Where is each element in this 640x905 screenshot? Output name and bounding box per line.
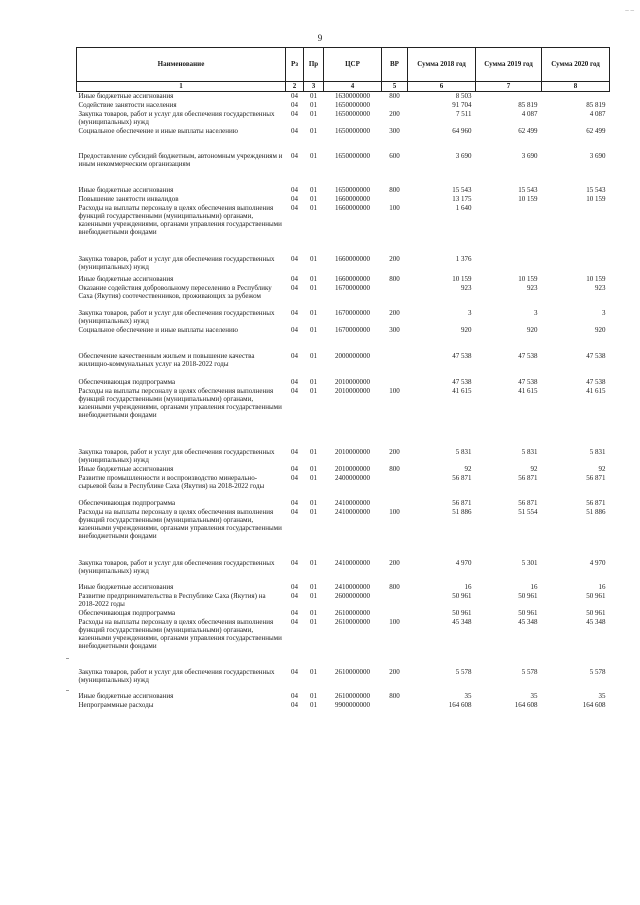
cell-y2019: 16 bbox=[530, 582, 538, 591]
cell-y2019: 51 554 bbox=[518, 507, 538, 516]
cell-pr: 01 bbox=[310, 254, 317, 263]
table-row bbox=[77, 692, 610, 701]
table-row bbox=[77, 583, 610, 592]
cell-y2019 bbox=[476, 92, 542, 101]
cell-csr: 1660000000 bbox=[335, 194, 370, 203]
col-number: 7 bbox=[476, 82, 542, 92]
cell-rz: 04 bbox=[291, 274, 298, 283]
cell-y2020: 47 538 bbox=[586, 351, 606, 360]
cell-y2018: 1 640 bbox=[455, 203, 472, 212]
cell-y2020: 62 499 bbox=[586, 126, 606, 135]
cell-y2020: 164 608 bbox=[582, 700, 606, 709]
cell-y2019: 4 087 bbox=[521, 109, 538, 118]
cell-csr: 2010000000 bbox=[335, 386, 370, 395]
cell-y2019: 47 538 bbox=[518, 351, 538, 360]
cell-csr: 9900000000 bbox=[335, 700, 370, 709]
cell-y2018: 56 871 bbox=[452, 498, 472, 507]
cell-vr: 800 bbox=[389, 582, 400, 591]
cell-name: Социальное обеспечение и иные выплаты населению bbox=[78, 325, 238, 334]
table-row bbox=[77, 474, 610, 499]
cell-csr: 1650000000 bbox=[335, 109, 370, 118]
header-row bbox=[77, 48, 610, 82]
cell-y2019: 56 871 bbox=[518, 498, 538, 507]
cell-y2019: 5 578 bbox=[521, 667, 538, 676]
cell-y2020: 5 831 bbox=[589, 447, 606, 456]
cell-rz: 04 bbox=[291, 386, 298, 395]
col-number: 1 bbox=[77, 82, 286, 92]
cell-csr: 2410000000 bbox=[335, 558, 370, 567]
table-row bbox=[77, 309, 610, 326]
cell-csr: 2010000000 bbox=[335, 377, 370, 386]
cell-vr bbox=[382, 592, 408, 609]
cell-pr: 01 bbox=[310, 582, 317, 591]
cell-pr: 01 bbox=[310, 92, 317, 100]
cell-pr: 01 bbox=[310, 274, 317, 283]
cell-y2019: 10 159 bbox=[518, 274, 538, 283]
cell-csr: 2010000000 bbox=[335, 464, 370, 473]
cell-csr: 2610000000 bbox=[335, 691, 370, 700]
cell-pr: 01 bbox=[310, 185, 317, 194]
cell-y2019: 50 961 bbox=[518, 608, 538, 617]
cell-name: Непрограммные расходы bbox=[78, 700, 154, 709]
cell-y2018: 41 615 bbox=[452, 386, 472, 395]
cell-name: Расходы на выплаты персоналу в целях обеспечения выполнения функций государственными (муниципальными) органами, казенными учреждениями, органами управления государственными внебюджетными фондами bbox=[78, 203, 282, 237]
cell-y2019: 56 871 bbox=[518, 473, 538, 482]
cell-y2018: 91 704 bbox=[452, 100, 472, 109]
cell-csr: 2410000000 bbox=[335, 498, 370, 507]
cell-rz: 04 bbox=[291, 464, 298, 473]
cell-y2018: 13 175 bbox=[452, 194, 472, 203]
cell-y2019: 62 499 bbox=[518, 126, 538, 135]
cell-name: Расходы на выплаты персоналу в целях обеспечения выполнения функций государственными (муниципальными) органами, казенными учреждениями, органами управления государственными внебюджетными фондами bbox=[78, 617, 282, 651]
cell-pr: 01 bbox=[310, 617, 317, 626]
cell-vr bbox=[382, 609, 408, 618]
cell-pr: 01 bbox=[310, 667, 317, 676]
cell-vr: 100 bbox=[389, 617, 400, 626]
cell-rz: 04 bbox=[291, 591, 298, 600]
table-row bbox=[77, 387, 610, 448]
cell-y2019 bbox=[476, 255, 542, 275]
cell-y2020: 5 578 bbox=[589, 667, 606, 676]
margin-tick bbox=[66, 690, 69, 691]
cell-pr: 01 bbox=[310, 283, 317, 292]
cell-y2020: 35 bbox=[598, 691, 606, 700]
cell-y2020: 92 bbox=[598, 464, 606, 473]
cell-name: Обеспечивающая подпрограмма bbox=[78, 498, 176, 507]
cell-y2018: 56 871 bbox=[452, 473, 472, 482]
cell-y2018: 1 376 bbox=[455, 254, 472, 263]
page-number: 9 bbox=[317, 33, 323, 43]
column-number-row bbox=[77, 82, 610, 92]
cell-y2020: 50 961 bbox=[586, 591, 606, 600]
cell-y2020: 50 961 bbox=[586, 608, 606, 617]
cell-csr: 1670000000 bbox=[335, 308, 370, 317]
cell-rz: 04 bbox=[291, 194, 298, 203]
col-header-2020: Сумма 2020 год bbox=[542, 48, 610, 82]
cell-csr: 1660000000 bbox=[335, 254, 370, 263]
cell-csr: 1650000000 bbox=[335, 100, 370, 109]
cell-y2018: 10 159 bbox=[452, 274, 472, 283]
cell-y2019: 85 819 bbox=[518, 100, 538, 109]
cell-y2020: 47 538 bbox=[586, 377, 606, 386]
cell-rz: 04 bbox=[291, 185, 298, 194]
cell-y2018: 3 690 bbox=[455, 151, 472, 160]
cell-y2019: 164 608 bbox=[514, 700, 538, 709]
cell-y2020: 4 087 bbox=[589, 109, 606, 118]
cell-y2018: 5 578 bbox=[455, 667, 472, 676]
table-row bbox=[77, 609, 610, 618]
cell-csr: 2610000000 bbox=[335, 608, 370, 617]
cell-name: Развитие предпринимательства в Республике Саха (Якутия) на 2018-2022 годы bbox=[78, 591, 266, 608]
cell-vr bbox=[382, 378, 408, 387]
table-row bbox=[77, 92, 610, 101]
cell-rz: 04 bbox=[291, 447, 298, 456]
table-row bbox=[77, 378, 610, 387]
cell-y2020: 920 bbox=[595, 325, 606, 334]
cell-y2020: 10 159 bbox=[586, 194, 606, 203]
cell-pr: 01 bbox=[310, 351, 317, 360]
cell-rz: 04 bbox=[291, 617, 298, 626]
cell-y2018: 15 543 bbox=[452, 185, 472, 194]
cell-vr: 200 bbox=[389, 667, 400, 676]
table-row bbox=[77, 186, 610, 195]
col-number: 8 bbox=[542, 82, 610, 92]
cell-vr: 100 bbox=[389, 386, 400, 395]
cell-rz: 04 bbox=[291, 377, 298, 386]
col-header-vr: ВР bbox=[382, 48, 408, 82]
cell-csr: 1650000000 bbox=[335, 126, 370, 135]
cell-y2020: 923 bbox=[595, 283, 606, 292]
cell-vr bbox=[382, 474, 408, 499]
table-row bbox=[77, 499, 610, 508]
cell-csr: 1660000000 bbox=[335, 203, 370, 212]
cell-rz: 04 bbox=[291, 351, 298, 360]
cell-vr: 200 bbox=[389, 109, 400, 118]
cell-y2020: 51 886 bbox=[586, 507, 606, 516]
cell-y2019: 15 543 bbox=[518, 185, 538, 194]
col-number: 6 bbox=[408, 82, 476, 92]
cell-y2018: 35 bbox=[464, 691, 472, 700]
cell-y2019: 920 bbox=[527, 325, 538, 334]
cell-csr: 2610000000 bbox=[335, 667, 370, 676]
table-row bbox=[77, 326, 610, 352]
cell-y2018: 4 970 bbox=[455, 558, 472, 567]
col-number: 2 bbox=[286, 82, 304, 92]
cell-name: Предоставление субсидий бюджетным, автономным учреждениям и иным некоммерческим организациям bbox=[78, 151, 283, 168]
cell-csr: 2610000000 bbox=[335, 617, 370, 626]
cell-name: Иные бюджетные ассигнования bbox=[78, 274, 174, 283]
cell-name: Развитие промышленности и воспроизводство минерально-сырьевой базы в Республике Саха (Якутия) на 2018-2022 годы bbox=[78, 473, 265, 490]
cell-rz: 04 bbox=[291, 667, 298, 676]
cell-csr: 2400000000 bbox=[335, 473, 370, 482]
cell-rz: 04 bbox=[291, 498, 298, 507]
cell-rz: 04 bbox=[291, 283, 298, 292]
cell-rz: 04 bbox=[291, 100, 298, 109]
cell-y2018: 16 bbox=[464, 582, 472, 591]
table-row bbox=[77, 352, 610, 378]
cell-name: Иные бюджетные ассигнования bbox=[78, 691, 174, 700]
cell-pr: 01 bbox=[310, 325, 317, 334]
cell-y2020 bbox=[542, 255, 610, 275]
cell-y2019: 3 690 bbox=[521, 151, 538, 160]
cell-pr: 01 bbox=[310, 151, 317, 160]
cell-pr: 01 bbox=[310, 447, 317, 456]
cell-y2020: 10 159 bbox=[586, 274, 606, 283]
cell-y2019 bbox=[476, 204, 542, 255]
cell-csr: 1670000000 bbox=[335, 283, 370, 292]
cell-name: Закупка товаров, работ и услуг для обеспечения государственных (муниципальных) нужд bbox=[78, 447, 275, 464]
cell-pr: 01 bbox=[310, 608, 317, 617]
cell-y2019: 923 bbox=[527, 283, 538, 292]
cell-y2018: 164 608 bbox=[448, 700, 472, 709]
cell-rz: 04 bbox=[291, 582, 298, 591]
cell-vr: 200 bbox=[389, 558, 400, 567]
cell-rz: 04 bbox=[291, 109, 298, 118]
cell-y2020 bbox=[542, 204, 610, 255]
cell-y2019: 35 bbox=[530, 691, 538, 700]
cell-vr: 300 bbox=[389, 126, 400, 135]
cell-y2020: 41 615 bbox=[586, 386, 606, 395]
cell-y2020: 3 bbox=[602, 308, 606, 317]
table-row bbox=[77, 204, 610, 255]
cell-pr: 01 bbox=[310, 591, 317, 600]
cell-vr: 100 bbox=[389, 507, 400, 516]
cell-y2020: 15 543 bbox=[586, 185, 606, 194]
cell-name: Закупка товаров, работ и услуг для обеспечения государственных (муниципальных) нужд bbox=[78, 558, 275, 575]
cell-name: Обеспечение качественным жильем и повышение качества жилищно-коммунальных услуг на 2018-2022 годы bbox=[78, 351, 255, 368]
table-row bbox=[77, 127, 610, 152]
cell-vr: 100 bbox=[389, 203, 400, 212]
corner-mark: – – bbox=[625, 6, 634, 14]
cell-pr: 01 bbox=[310, 558, 317, 567]
col-number: 5 bbox=[382, 82, 408, 92]
cell-csr: 1630000000 bbox=[335, 92, 370, 100]
cell-pr: 01 bbox=[310, 386, 317, 395]
table-body bbox=[77, 92, 610, 721]
cell-vr bbox=[382, 701, 408, 721]
cell-vr: 200 bbox=[389, 254, 400, 263]
cell-rz: 04 bbox=[291, 126, 298, 135]
cell-vr: 800 bbox=[389, 92, 400, 100]
cell-pr: 01 bbox=[310, 109, 317, 118]
col-header-pr: Пр bbox=[304, 48, 324, 82]
cell-y2019: 10 159 bbox=[518, 194, 538, 203]
cell-pr: 01 bbox=[310, 100, 317, 109]
cell-csr: 2000000000 bbox=[335, 351, 370, 360]
col-header-2019: Сумма 2019 год bbox=[476, 48, 542, 82]
cell-vr: 800 bbox=[389, 691, 400, 700]
cell-vr bbox=[382, 101, 408, 110]
table-row bbox=[77, 275, 610, 284]
cell-vr: 600 bbox=[389, 151, 400, 160]
cell-y2019: 5 301 bbox=[521, 558, 538, 567]
cell-y2020 bbox=[542, 92, 610, 101]
table-row bbox=[77, 255, 610, 275]
col-header-2018: Сумма 2018 год bbox=[408, 48, 476, 82]
cell-name: Закупка товаров, работ и услуг для обеспечения государственных (муниципальных) нужд bbox=[78, 109, 275, 126]
cell-y2018: 45 348 bbox=[452, 617, 472, 626]
cell-vr: 800 bbox=[389, 185, 400, 194]
cell-name: Расходы на выплаты персоналу в целях обеспечения выполнения функций государственными (муниципальными) органами, казенными учреждениями, органами управления государственными внебюджетными фондами bbox=[78, 507, 282, 541]
cell-y2020: 45 348 bbox=[586, 617, 606, 626]
cell-y2019: 5 831 bbox=[521, 447, 538, 456]
cell-vr: 800 bbox=[389, 274, 400, 283]
cell-csr: 1650000000 bbox=[335, 185, 370, 194]
cell-y2020: 56 871 bbox=[586, 498, 606, 507]
cell-name: Расходы на выплаты персоналу в целях обеспечения выполнения функций государственными (муниципальными) органами, казенными учреждениями, органами управления государственными внебюджетными фондами bbox=[78, 386, 282, 420]
cell-csr: 2410000000 bbox=[335, 507, 370, 516]
cell-y2018: 7 511 bbox=[456, 109, 472, 118]
col-number: 3 bbox=[304, 82, 324, 92]
table-row bbox=[77, 448, 610, 465]
cell-vr: 800 bbox=[389, 464, 400, 473]
cell-pr: 01 bbox=[310, 473, 317, 482]
cell-pr: 01 bbox=[310, 203, 317, 212]
cell-name: Оказание содействия добровольному переселению в Республику Саха (Якутия) соотечественников, проживающих за рубежом bbox=[78, 283, 272, 300]
cell-rz: 04 bbox=[291, 203, 298, 212]
cell-name: Социальное обеспечение и иные выплаты населению bbox=[78, 126, 238, 135]
cell-y2019: 45 348 bbox=[518, 617, 538, 626]
cell-name: Закупка товаров, работ и услуг для обеспечения государственных (муниципальных) нужд bbox=[78, 254, 275, 271]
cell-y2018: 923 bbox=[461, 283, 472, 292]
cell-vr: 300 bbox=[389, 325, 400, 334]
cell-y2020: 4 970 bbox=[589, 558, 606, 567]
cell-csr: 1650000000 bbox=[335, 151, 370, 160]
cell-pr: 01 bbox=[310, 308, 317, 317]
cell-y2020: 16 bbox=[598, 582, 606, 591]
table-row bbox=[77, 618, 610, 668]
cell-vr bbox=[382, 352, 408, 378]
budget-table bbox=[76, 47, 610, 721]
cell-name: Иные бюджетные ассигнования bbox=[78, 185, 174, 194]
cell-csr: 2410000000 bbox=[335, 582, 370, 591]
cell-rz: 04 bbox=[291, 608, 298, 617]
cell-name: Иные бюджетные ассигнования bbox=[78, 92, 174, 100]
cell-y2018: 92 bbox=[464, 464, 472, 473]
cell-vr: 200 bbox=[389, 447, 400, 456]
cell-vr bbox=[382, 284, 408, 309]
cell-y2018: 50 961 bbox=[452, 591, 472, 600]
cell-rz: 04 bbox=[291, 92, 298, 100]
table-row bbox=[77, 101, 610, 110]
cell-rz: 04 bbox=[291, 473, 298, 482]
table-row bbox=[77, 508, 610, 559]
cell-y2018: 50 961 bbox=[452, 608, 472, 617]
cell-y2020: 56 871 bbox=[586, 473, 606, 482]
cell-name: Закупка товаров, работ и услуг для обеспечения государственных (муниципальных) нужд bbox=[78, 308, 275, 325]
cell-y2019: 47 538 bbox=[518, 377, 538, 386]
cell-y2019: 41 615 bbox=[518, 386, 538, 395]
cell-name: Обеспечивающая подпрограмма bbox=[78, 377, 176, 386]
cell-y2019: 50 961 bbox=[518, 591, 538, 600]
cell-rz: 04 bbox=[291, 308, 298, 317]
table-row bbox=[77, 284, 610, 309]
cell-pr: 01 bbox=[310, 507, 317, 516]
cell-csr: 1670000000 bbox=[335, 325, 370, 334]
cell-csr: 2600000000 bbox=[335, 591, 370, 600]
cell-rz: 04 bbox=[291, 507, 298, 516]
cell-y2018: 51 886 bbox=[452, 507, 472, 516]
cell-pr: 01 bbox=[310, 691, 317, 700]
cell-pr: 01 bbox=[310, 498, 317, 507]
cell-y2020: 3 690 bbox=[589, 151, 606, 160]
col-header-csr: ЦСР bbox=[324, 48, 382, 82]
cell-rz: 04 bbox=[291, 691, 298, 700]
cell-y2018: 64 960 bbox=[452, 126, 472, 135]
cell-vr bbox=[382, 499, 408, 508]
cell-csr: 2010000000 bbox=[335, 447, 370, 456]
cell-vr bbox=[382, 195, 408, 204]
cell-y2018: 3 bbox=[468, 308, 472, 317]
table-row bbox=[77, 592, 610, 609]
cell-y2018: 8 503 bbox=[455, 92, 472, 100]
col-header-rz: Рз bbox=[286, 48, 304, 82]
table-row bbox=[77, 701, 610, 721]
cell-name: Содействие занятости населения bbox=[78, 100, 177, 109]
cell-rz: 04 bbox=[291, 151, 298, 160]
margin-tick bbox=[66, 658, 69, 659]
cell-y2019: 92 bbox=[530, 464, 538, 473]
cell-csr: 1660000000 bbox=[335, 274, 370, 283]
cell-rz: 04 bbox=[291, 700, 298, 709]
cell-y2018: 920 bbox=[461, 325, 472, 334]
table-row bbox=[77, 668, 610, 692]
table-row bbox=[77, 465, 610, 474]
cell-pr: 01 bbox=[310, 126, 317, 135]
col-header-name: Наименование bbox=[77, 48, 286, 82]
cell-y2018: 5 831 bbox=[455, 447, 472, 456]
cell-y2020: 85 819 bbox=[586, 100, 606, 109]
cell-rz: 04 bbox=[291, 325, 298, 334]
table-row bbox=[77, 195, 610, 204]
cell-name: Обеспечивающая подпрограмма bbox=[78, 608, 176, 617]
cell-name: Иные бюджетные ассигнования bbox=[78, 582, 174, 591]
cell-name: Закупка товаров, работ и услуг для обеспечения государственных (муниципальных) нужд bbox=[78, 667, 275, 684]
cell-y2018: 47 538 bbox=[452, 351, 472, 360]
cell-y2018: 47 538 bbox=[452, 377, 472, 386]
table-row bbox=[77, 559, 610, 583]
cell-name: Повышение занятости инвалидов bbox=[78, 194, 179, 203]
cell-pr: 01 bbox=[310, 700, 317, 709]
cell-pr: 01 bbox=[310, 464, 317, 473]
cell-pr: 01 bbox=[310, 377, 317, 386]
table-row bbox=[77, 152, 610, 186]
table-row bbox=[77, 110, 610, 127]
cell-name: Иные бюджетные ассигнования bbox=[78, 464, 174, 473]
cell-y2019: 3 bbox=[534, 308, 538, 317]
cell-vr: 200 bbox=[389, 308, 400, 317]
cell-pr: 01 bbox=[310, 194, 317, 203]
cell-rz: 04 bbox=[291, 254, 298, 263]
col-number: 4 bbox=[324, 82, 382, 92]
cell-rz: 04 bbox=[291, 558, 298, 567]
